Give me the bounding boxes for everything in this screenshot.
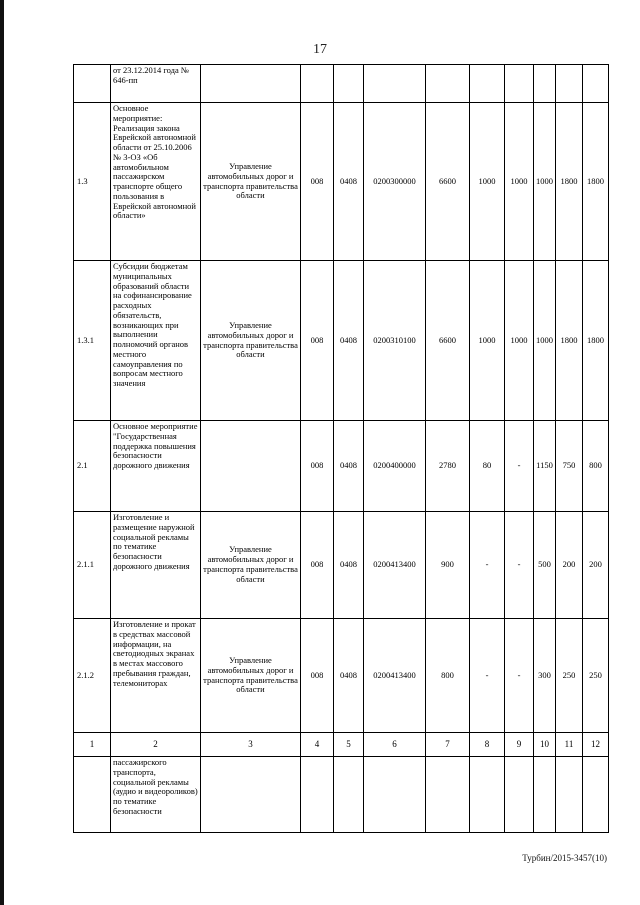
table-row <box>74 103 609 261</box>
csr-code: 0200310100 <box>364 261 426 421</box>
total-amount: 6600 <box>426 261 470 421</box>
amount-year-4: 250 <box>556 619 583 733</box>
amount-year-4: 200 <box>556 512 583 619</box>
amount-year-5: 250 <box>583 619 609 733</box>
amount-year-4: 750 <box>556 421 583 512</box>
rzpr-code <box>334 757 364 833</box>
page-number: 17 <box>313 42 327 57</box>
table-row <box>74 619 609 733</box>
amount-year-2: 1000 <box>505 103 534 261</box>
amount-year-5: 1800 <box>583 261 609 421</box>
column-number: 5 <box>334 733 364 757</box>
rzpr-code: 0408 <box>334 103 364 261</box>
column-number: 4 <box>301 733 334 757</box>
amount-year-2 <box>505 757 534 833</box>
csr-code: 0200400000 <box>364 421 426 512</box>
grbs-code: 008 <box>301 512 334 619</box>
amount-year-3 <box>534 757 556 833</box>
grbs-code <box>301 65 334 103</box>
activity-name: от 23.12.2014 года № 646-пп <box>111 65 201 103</box>
total-amount <box>426 757 470 833</box>
rzpr-code: 0408 <box>334 512 364 619</box>
amount-year-3: 1150 <box>534 421 556 512</box>
csr-code <box>364 757 426 833</box>
amount-year-4 <box>556 65 583 103</box>
activity-name: пассажирского транспорта, социальной рекламы (аудио и видеороликов) по тематике безопасности <box>111 757 201 833</box>
column-number-row <box>74 733 609 757</box>
grbs-code <box>301 757 334 833</box>
amount-year-5: 800 <box>583 421 609 512</box>
amount-year-2: - <box>505 421 534 512</box>
row-number <box>74 65 111 103</box>
total-amount <box>426 65 470 103</box>
column-number: 1 <box>74 733 111 757</box>
column-number: 11 <box>556 733 583 757</box>
table-row <box>74 421 609 512</box>
csr-code <box>364 65 426 103</box>
row-number: 2.1.1 <box>74 512 111 619</box>
amount-year-2 <box>505 65 534 103</box>
row-number: 1.3.1 <box>74 261 111 421</box>
activity-name: Изготовление и размещение наружной социальной рекламы по тематике безопасности дорожного движения <box>111 512 201 619</box>
table-row <box>74 65 609 103</box>
activity-name: Изготовление и прокат в средствах массовой информации, на светодиодных экранах в местах массового пребывания граждан, телемониторах <box>111 619 201 733</box>
activity-name: Субсидии бюджетам муниципальных образований области на софинансирование расходных обязательств, возникающих при выполнении полномочий органов местного самоуправления по вопросам местного значения <box>111 261 201 421</box>
amount-year-1: 1000 <box>470 103 505 261</box>
grbs-code: 008 <box>301 103 334 261</box>
table-body <box>74 65 609 833</box>
amount-year-3: 300 <box>534 619 556 733</box>
amount-year-1 <box>470 757 505 833</box>
continuation-row <box>74 757 609 833</box>
row-number <box>74 757 111 833</box>
program-activities-table <box>73 64 609 833</box>
amount-year-4 <box>556 757 583 833</box>
column-number: 9 <box>505 733 534 757</box>
amount-year-3: 1000 <box>534 261 556 421</box>
column-number: 6 <box>364 733 426 757</box>
rzpr-code <box>334 65 364 103</box>
rzpr-code: 0408 <box>334 619 364 733</box>
grbs-code: 008 <box>301 261 334 421</box>
rzpr-code: 0408 <box>334 421 364 512</box>
table-row <box>74 261 609 421</box>
document-reference: Турбин/2015-3457(10) <box>522 853 607 863</box>
column-number: 2 <box>111 733 201 757</box>
executor <box>201 421 301 512</box>
row-number: 1.3 <box>74 103 111 261</box>
amount-year-5: 1800 <box>583 103 609 261</box>
scan-left-edge <box>0 0 4 905</box>
table-row <box>74 512 609 619</box>
activity-name: Основное мероприятие "Государственная поддержка повышения безопасности дорожного движения <box>111 421 201 512</box>
column-number: 3 <box>201 733 301 757</box>
row-number: 2.1.2 <box>74 619 111 733</box>
rzpr-code: 0408 <box>334 261 364 421</box>
executor: Управление автомобильных дорог и транспорта правительства области <box>201 512 301 619</box>
executor: Управление автомобильных дорог и транспорта правительства области <box>201 103 301 261</box>
csr-code: 0200413400 <box>364 512 426 619</box>
amount-year-3: 1000 <box>534 103 556 261</box>
executor: Управление автомобильных дорог и транспорта правительства области <box>201 261 301 421</box>
amount-year-1: 1000 <box>470 261 505 421</box>
amount-year-3 <box>534 65 556 103</box>
column-number: 10 <box>534 733 556 757</box>
amount-year-5: 200 <box>583 512 609 619</box>
amount-year-1: - <box>470 512 505 619</box>
total-amount: 6600 <box>426 103 470 261</box>
amount-year-2: 1000 <box>505 261 534 421</box>
grbs-code: 008 <box>301 421 334 512</box>
csr-code: 0200413400 <box>364 619 426 733</box>
amount-year-3: 500 <box>534 512 556 619</box>
amount-year-1: - <box>470 619 505 733</box>
total-amount: 2780 <box>426 421 470 512</box>
executor <box>201 65 301 103</box>
amount-year-4: 1800 <box>556 103 583 261</box>
activity-name: Основное мероприятие: Реализация закона Еврейской автономной области от 25.10.2006 № 3-ОЗ «Об автомобильном пассажирском транспорте общего пользования в Еврейской автономной области» <box>111 103 201 261</box>
amount-year-5 <box>583 757 609 833</box>
column-number: 12 <box>583 733 609 757</box>
total-amount: 800 <box>426 619 470 733</box>
executor: Управление автомобильных дорог и транспорта правительства области <box>201 619 301 733</box>
amount-year-2: - <box>505 512 534 619</box>
column-number: 8 <box>470 733 505 757</box>
amount-year-2: - <box>505 619 534 733</box>
executor <box>201 757 301 833</box>
amount-year-1 <box>470 65 505 103</box>
amount-year-5 <box>583 65 609 103</box>
amount-year-1: 80 <box>470 421 505 512</box>
grbs-code: 008 <box>301 619 334 733</box>
total-amount: 900 <box>426 512 470 619</box>
column-number: 7 <box>426 733 470 757</box>
amount-year-4: 1800 <box>556 261 583 421</box>
csr-code: 0200300000 <box>364 103 426 261</box>
row-number: 2.1 <box>74 421 111 512</box>
